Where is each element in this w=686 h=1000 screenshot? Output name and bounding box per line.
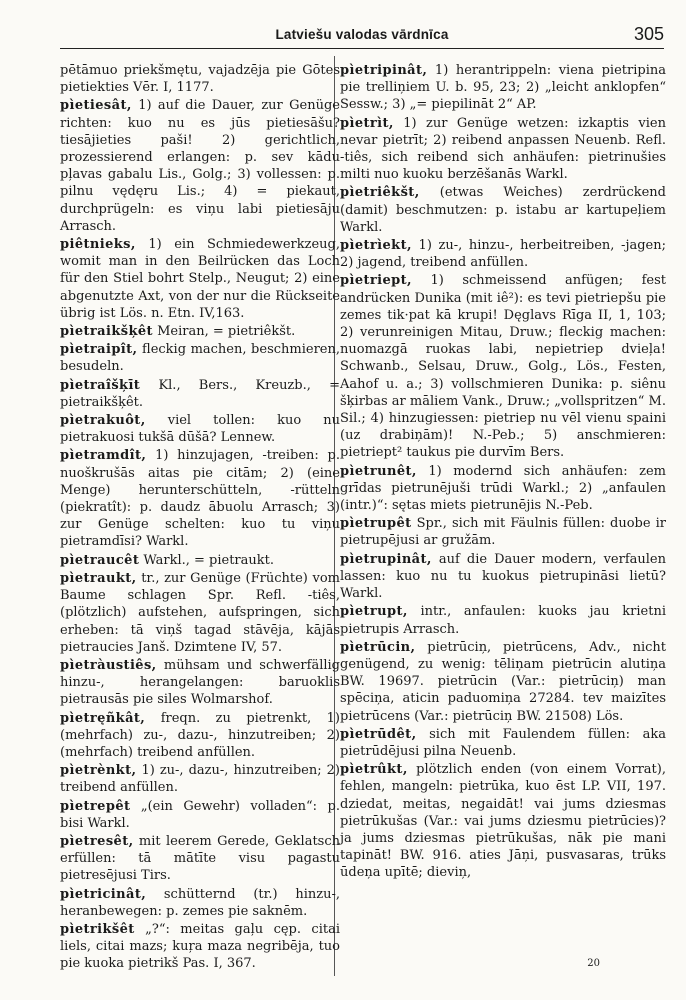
signature-mark: 20	[587, 958, 600, 969]
headword: pìetriêkšt,	[340, 185, 420, 201]
headword: pìetrûkt,	[340, 762, 408, 778]
headword: pìetramdît,	[60, 448, 147, 464]
entry-text: pētāmuo priekšmętu, vajadzēja pie Gōtes pietiekties Vēr. I, 1177.	[60, 63, 340, 96]
entry-text: intr., anfaulen: kuoks jau krietni pietrupis Arrasch.	[340, 604, 666, 637]
headword: pìetraucêt	[60, 552, 140, 568]
entry-text: fleckig machen, beschmieren, besudeln.	[60, 342, 340, 375]
headword: pìetrūdêt,	[340, 726, 417, 742]
dictionary-entry	[340, 726, 666, 760]
entry-text: 1) zu-, hinzu-, herbeitreiben, -jagen; 2) jagend, treibend anfüllen.	[340, 238, 666, 271]
headword: pìetripinât,	[340, 63, 428, 78]
dictionary-entry	[60, 798, 340, 832]
entry-text: 1) hinzujagen, -treiben: p. nuoškrušās aitas pie citām; 2) (eine Menge) herunterschütteln, -rütteln (piekratît): p. daudz ābuolu Arrasch; 3) zur Genüge schelten: kuo tu viņu pietramdīsi? Warkl.	[60, 448, 340, 550]
dictionary-entry	[340, 515, 666, 549]
headword: pìetrupinât,	[340, 551, 432, 567]
dictionary-entry	[60, 236, 340, 322]
entry-text: 1) ein Schmiedewerkzeug, womit man in den Beilrücken das Loch für den Stiel bohrt Stelp., Neugut; 2) eine abgenutzte Axt, von der nur die Rückseite übrig ist Lös. n. Etn. IV,163.	[60, 237, 340, 321]
headword: pìetrūcin,	[340, 639, 416, 655]
dictionary-entry	[340, 62, 666, 114]
entry-text: tr., zur Genüge (Früchte) vom Baume schlagen Spr. Refl. -tiês, (plötzlich) aufstehen, aufspringen, sich erheben: tā viņš tagad stāvēja, kājās pietraucies Janš. Dzimtene IV, 57.	[60, 570, 340, 655]
entry-text: auf die Dauer modern, verfaulen lassen: kuo nu tu kuokus pietrupināsi lietū? Warkl.	[340, 551, 666, 602]
entry-text: „(ein Gewehr) volladen“: p. bisi Warkl.	[60, 798, 340, 831]
entry-text: mühsam und schwerfällig hinzu-, herangelangen: baruoklis pietrausās pie siles Wolmarshof.	[60, 657, 340, 708]
headword: pìetrènkt,	[60, 763, 137, 779]
headword: pìetrepêt	[60, 798, 131, 814]
headword: pìetręñkât,	[60, 710, 146, 726]
entry-text: Warkl., = pietraukt.	[143, 552, 274, 568]
entry-text: Spr., sich mit Fäulnis füllen: duobe ir pietrupējusi ar gružām.	[340, 516, 666, 549]
headword: pìetrìekt,	[340, 238, 412, 254]
entry-text: sich mit Faulendem füllen: aka pietrūdējusi pilna Neuenb.	[340, 726, 666, 759]
headword: pìetraipît,	[60, 342, 138, 358]
entry-text: Kl., Bers., Kreuzb., = pietraikšķêt.	[60, 377, 341, 410]
entry-text: schütternd (tr.) hinzu-, heranbewegen: p. zemes pie saknēm.	[60, 886, 340, 919]
entry-text: Meiran, = pietriêkšt.	[157, 324, 296, 340]
dictionary-entry	[340, 237, 666, 271]
entry-text: freqn. zu pietrenkt, 1) (mehrfach) zu-, dazu-, hinzutreiben; 2) (mehrfach) treibend anfüllen.	[60, 710, 340, 760]
headword: pìetrunêt,	[340, 463, 417, 479]
entry-text: viel tollen: kuo nu pietrakuosi tukšā dūšā? Lennew.	[60, 413, 340, 446]
dictionary-entry	[340, 603, 666, 637]
dictionary-entry	[340, 463, 666, 515]
headword: pìetràustiês,	[60, 657, 157, 673]
headword: pìetraîšķīt	[60, 377, 141, 393]
headword: pìetraukt,	[60, 570, 137, 586]
headword: pìetrupt,	[340, 604, 408, 620]
headword: pìetrupêt	[340, 516, 412, 532]
dictionary-entry	[340, 551, 666, 603]
entry-text: plötzlich enden (von einem Vorrat), fehlen, mangeln: pietrūka, kuo ēst LP. VII, 197. dziedat, meitas, negaidāt! vai jums dziesmas pietrūkušas (Var.: vai jums dziesmu pietrūcies)? ja jums dziesmas pietrūkušas, nāk pie mani tapināt! BW. 916. aties Jāņi, pusvasaras, trūks ūdeņa upītē; dieviņ,	[340, 762, 666, 881]
entry-text: 1) schmeissend anfügen; fest andrücken Dunika (mit iê²): es tevi pietriepšu pie zemes tik·pat kā krupi! Dęglavs Rīga II, 1, 103; 2) verunreinigen Mitau, Druw.; fleckig machen: nuomazgā ruokas labi, nepietriep dvieļa! Schwanb., Selsau, Druw., Golg., Lös., Festen, Aahof u. a.; 3) vollschmieren Dunika: p. siênu šķirbas ar māliem Vank., Druw.; „vollspritzen“ M. Sil.; 4) hinzugiessen: pietriep nu vēl vienu spaini (uz drabiņām)! N.-Peb.; 5) anschmieren: pietriept² taukus pie durvīm Bers.	[340, 273, 666, 461]
dictionary-entry	[60, 323, 340, 340]
dictionary-entry	[60, 886, 340, 920]
headword: pìetrikšêt	[60, 921, 135, 937]
dictionary-entry	[60, 921, 340, 973]
dictionary-entry	[60, 62, 340, 96]
headword: pìetrakuôt,	[60, 413, 146, 429]
entry-text: mit leerem Gerede, Geklatsch erfüllen: tā mātīte visu pagastu pietresējusi Tirs.	[60, 833, 340, 884]
right-column	[340, 62, 666, 883]
dictionary-entry	[60, 833, 340, 885]
dictionary-entry	[60, 412, 340, 446]
dictionary-entry	[340, 639, 666, 725]
dictionary-entry	[60, 97, 340, 235]
left-column	[60, 62, 340, 974]
entry-text: 1) herantrippeln: viena pietripina pie trelliņiem U. b. 95, 23; 2) „leicht anklopfen“ Sessw.; 3) „= piepilināt 2“ AP.	[340, 63, 666, 113]
entry-text: „?“: meitas gaļu cęp. citai liels, citai mazs; kuŗa maza negribēja, tuo pie kuoka pietrikš Pas. I, 367.	[60, 921, 341, 972]
dictionary-title: Latviešu valodas vārdnīca	[275, 27, 449, 42]
headword: pìetrìt,	[340, 115, 394, 131]
dictionary-entry	[60, 341, 340, 375]
dictionary-entry	[340, 115, 666, 184]
entry-text: (etwas Weiches) zerdrückend (damit) beschmutzen: p. istabu ar kartupeļiem Warkl.	[340, 185, 666, 235]
dictionary-entry	[60, 552, 340, 569]
headword: pìetraikšķêt	[60, 324, 153, 340]
headword: piêtnieks,	[60, 237, 136, 253]
headword: pìetriept,	[340, 273, 412, 289]
dictionary-entry	[60, 710, 340, 762]
dictionary-entry	[340, 272, 666, 461]
headword: pìetricinât,	[60, 886, 147, 902]
dictionary-entry	[60, 570, 340, 656]
headword: pìetiesât,	[60, 98, 132, 114]
entry-text: 1) modernd sich anhäufen: zem grīdas pietrunējuši trūdi Warkl.; 2) „anfaulen (intr.)“: sętas miets pietrunējis N.-Peb.	[340, 463, 666, 514]
dictionary-entry	[60, 657, 340, 709]
dictionary-entry	[60, 762, 340, 796]
page-number: 305	[633, 24, 664, 44]
page-header	[60, 22, 664, 49]
entry-text: pietrūciņ, pietrūcens, Adv., nicht genügend, zu wenig: tēliņam pietrūcin alutiņa BW. 19697. pietrūcin (Var.: pietrūciņ) man spēciņa, aticin paduomiņa 27284. tev maizītes pietrūcens (Var.: pietrūciņ BW. 21508) Lös.	[340, 639, 666, 724]
dictionary-entry	[60, 447, 340, 550]
dictionary-entry	[340, 761, 666, 881]
entry-text: 1) zu-, dazu-, hinzutreiben; 2) treibend anfüllen.	[60, 763, 340, 796]
entry-text: 1) zur Genüge wetzen: izkaptis vien nevar pietrīt; 2) reibend anpassen Neuenb. Refl. -tiês, sich reibend sich anhäufen: pietrinušies milti nuo kuoku berzēšanās Warkl.	[340, 115, 666, 183]
headword: pìetresêt,	[60, 833, 134, 849]
entry-text: 1) auf die Dauer, zur Genüge richten: kuo nu es jūs pietiesāšu? tiesājieties paši! 2) gerichtlich, prozessierend erlangen: p. sev kādu pļavas gabalu Lis., Golg.; 3) vollessen: p. pilnu vędęru Lis.; 4) = piekaut, durchprügeln: es viņu labi pietiesāju Arrasch.	[60, 98, 340, 234]
dictionary-entry	[340, 184, 666, 236]
dictionary-entry	[60, 377, 340, 411]
